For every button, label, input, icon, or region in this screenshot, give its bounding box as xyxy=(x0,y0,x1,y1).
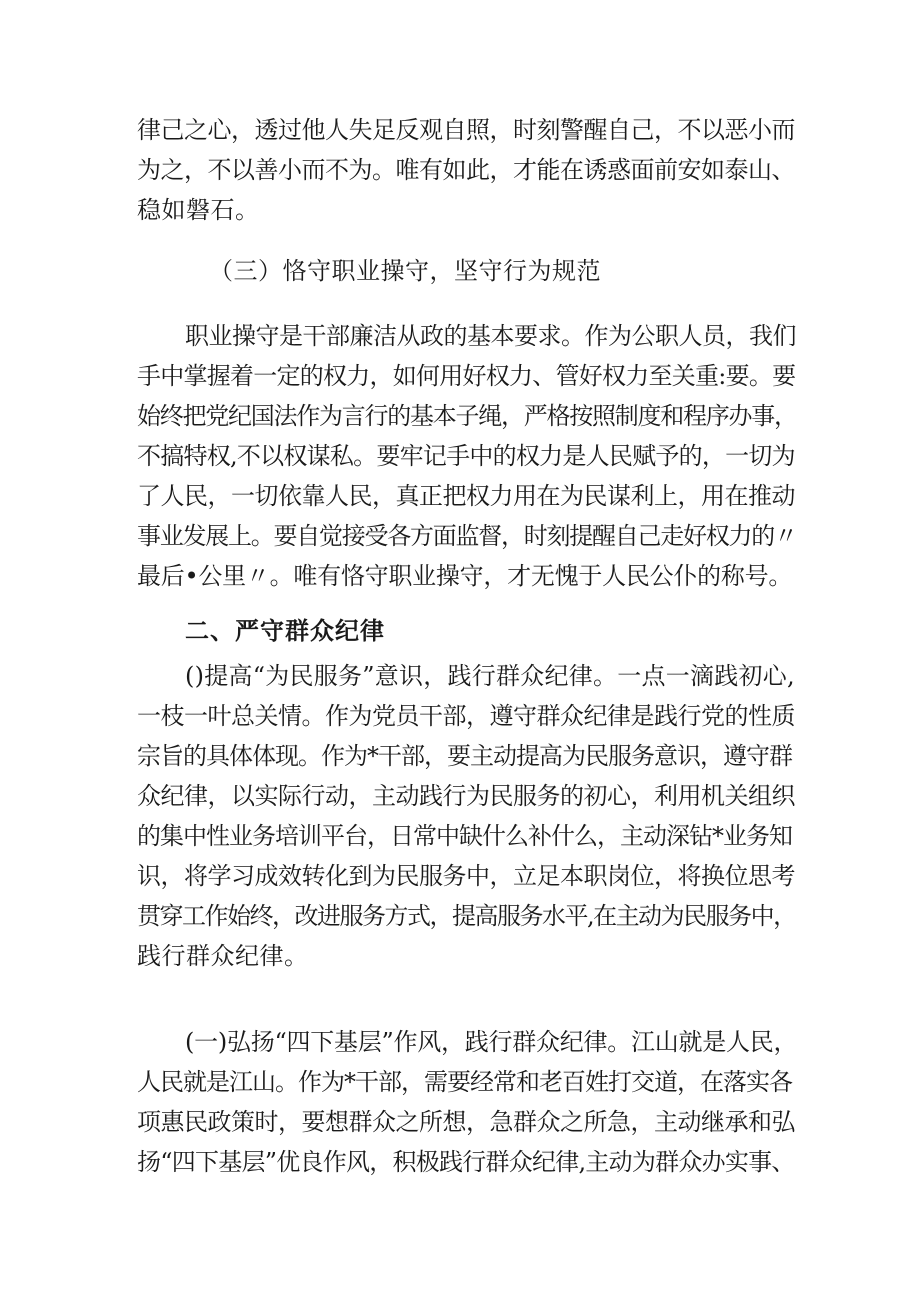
paragraph-continuation xyxy=(137,110,797,230)
text-line: 众纪律，以实际行动，主动践行为民服务的初心，利用机关组织 xyxy=(137,782,795,810)
text-line: 律己之心，透过他人失足反观自照，时刻警醒自己，不以恶小而 xyxy=(137,116,795,144)
text-line: 不搞特权,不以权谋私。要牢记手中的权力是人民赋予的，一切为 xyxy=(137,442,795,470)
section-heading-mass-discipline: 二、严守群众纪律 xyxy=(185,617,385,645)
text-line: 始终把党纪国法作为言行的基本子绳，严格按照制度和程序办事， xyxy=(137,402,797,430)
text-line: 识，将学习成效转化到为民服务中，立足本职岗位，将换位思考 xyxy=(137,862,795,890)
paragraph-service-awareness xyxy=(137,656,797,976)
paragraph-grassroots-style xyxy=(137,1022,797,1182)
text-line: 贯穿工作始终，改进服务方式，提高服务水平,在主动为民服务中， xyxy=(137,902,796,930)
text-line: 了人民，一切依靠人民，真正把权力用在为民谋利上，用在推动 xyxy=(137,482,795,510)
text-line: 稳如磐石。 xyxy=(137,196,260,224)
text-line: 为之，不以善小而不为。唯有如此，才能在诱惑面前安如泰山、 xyxy=(137,156,795,184)
subheading-professional-ethics: （三）恪守职业操守，坚守行为规范 xyxy=(209,257,601,285)
text-line: 最后•公里〃。唯有恪守职业操守，才无愧于人民公仆的称号。 xyxy=(137,562,793,590)
text-line: ()提高“为民服务”意识，践行群众纪律。一点一滴践初心, xyxy=(185,662,795,690)
text-line: 事业发展上。要自觉接受各方面监督，时刻提醒自己走好权力的〃 xyxy=(137,522,797,550)
paragraph-professional-ethics xyxy=(137,316,797,596)
text-line: 项惠民政策时，要想群众之所想，急群众之所急，主动继承和弘 xyxy=(137,1108,795,1136)
text-line: 宗旨的具体体现。作为*干部，要主动提高为民服务意识，遵守群 xyxy=(137,742,792,770)
text-line: 的集中性业务培训平台，日常中缺什么补什么，主动深钻*业务知 xyxy=(137,822,792,850)
text-line: 手中掌握着一定的权力，如何用好权力、管好权力至关重:要。要 xyxy=(137,362,796,390)
text-line: 一枝一叶总关情。作为党员干部，遵守群众纪律是践行党的性质 xyxy=(137,702,795,730)
text-line: 人民就是江山。作为*干部，需要经常和老百姓打交道，在落实各 xyxy=(137,1068,792,1096)
text-line: 践行群众纪律。 xyxy=(137,942,309,970)
text-line: (一)弘扬“四下基层”作风，践行群众纪律。江山就是人民， xyxy=(185,1028,798,1056)
text-line: 扬“四下基层”优良作风，积极践行群众纪律,主动为群众办实事、 xyxy=(137,1148,795,1176)
text-line: 职业操守是干部廉洁从政的基本要求。作为公职人员，我们 xyxy=(185,322,796,350)
